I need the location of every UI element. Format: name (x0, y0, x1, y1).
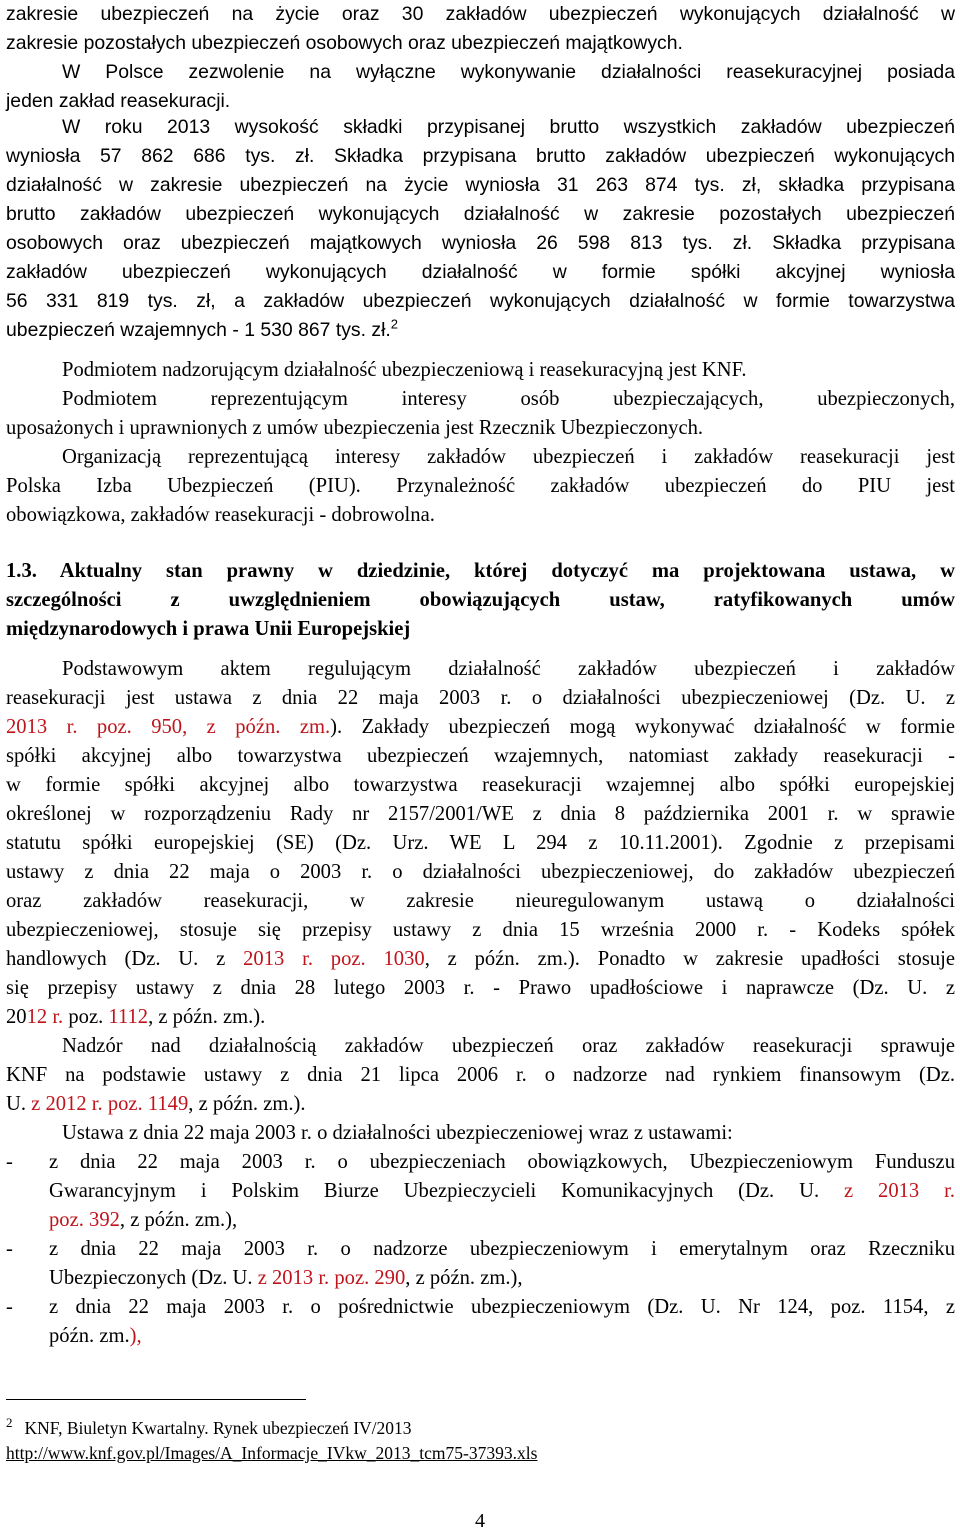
text-line: statutu spółki europejskiej (SE) (Dz. Urz. WE L 294 z 10.11.2001). Zgodnie z przepisami (6, 832, 955, 854)
text-line: z dnia 22 maja 2003 r. o ubezpieczeniach obowiązkowych, Ubezpieczeniowym Funduszu (49, 1151, 955, 1173)
text-line (49, 1264, 955, 1293)
legal-reference: z 2013 r. (844, 1180, 955, 1202)
text-span: poz. (63, 1006, 109, 1028)
premiums-paragraph (6, 113, 955, 345)
footnote-text-line (6, 1410, 537, 1441)
text-line: 56 331 819 tys. zł, a zakładów ubezpieczeń wykonujących działalność w formie towarzystwa (6, 290, 955, 312)
text-span: późn. zm. (49, 1325, 130, 1347)
footnote-text: KNF, Biuletyn Kwartalny. Rynek ubezpieczeń IV/2013 (24, 1417, 412, 1438)
text-line (6, 1090, 955, 1119)
text-line: jeden zakład reasekuracji. (6, 90, 231, 112)
footnote-link-line (6, 1441, 537, 1466)
list-dash: - (6, 1238, 13, 1260)
list-item (6, 1235, 955, 1293)
footnote-reference[interactable]: 2 (390, 316, 399, 332)
text-span: handlowych (Dz. U. z (6, 948, 244, 970)
text-line: zakresie ubezpieczeń na życie oraz 30 zakładów ubezpieczeń wykonujących działalność w (6, 3, 955, 25)
text-span: , z późn. zm.). (188, 1093, 306, 1115)
legal-reference: 2013 r. poz. 1030 (243, 948, 425, 970)
text-line: obowiązkowa, zakładów reasekuracji - dobrowolna. (6, 504, 435, 526)
text-line (49, 1206, 955, 1235)
legal-reference: 1112 (108, 1006, 149, 1028)
text-line: Nadzór nad działalnością zakładów ubezpieczeń oraz zakładów reasekuracji sprawuje (62, 1035, 955, 1057)
footnote (6, 1410, 537, 1466)
text-line (6, 1003, 955, 1032)
text-span: , z późn. zm.), (119, 1209, 238, 1231)
text-line: Podmiotem reprezentującym interesy osób ubezpieczających, ubezpieczonych, (62, 388, 955, 410)
text-line: Podstawowym aktem regulującym działalność zakładów ubezpieczeń i zakładów (62, 658, 955, 680)
list-dash: - (6, 1151, 13, 1173)
legal-reference: 2013 r. poz. 950, z późn. zm. (6, 716, 331, 738)
legal-paragraph (6, 655, 955, 1032)
footnote-mark: 2 (6, 1415, 13, 1430)
heading-line: międzynarodowych i prawa Unii Europejskiej (6, 618, 411, 640)
text-line (49, 1322, 955, 1351)
text-line (6, 316, 955, 345)
text-span: ubezpieczeń wzajemnych - 1 530 867 tys. zł. (6, 319, 391, 341)
text-span: ). Zakłady ubezpieczeń mogą wykonywać działalność w formie (330, 716, 956, 738)
text-line: w formie spółki akcyjnej albo towarzystwa reasekuracji wzajemnej albo spółki europejskiej (6, 774, 955, 796)
footnote-separator (6, 1399, 306, 1400)
legal-reference: z 2012 r. poz. 1149 (31, 1093, 189, 1115)
text-line: W roku 2013 wysokość składki przypisanej brutto wszystkich zakładów ubezpieczeń (62, 116, 955, 138)
text-span: Ubezpieczonych (Dz. U. (49, 1267, 258, 1289)
legal-reference: poz. 392 (49, 1209, 120, 1231)
text-line: uposażonych i uprawnionych z umów ubezpieczenia jest Rzecznik Ubezpieczonych. (6, 417, 704, 439)
text-line: ustawy z dnia 22 maja o 2003 r. o działalności ubezpieczeniowej, do zakładów ubezpieczeń (6, 861, 955, 883)
text-line: zakładów ubezpieczeń wykonujących działalność w formie spółki akcyjnej wyniosła (6, 261, 955, 283)
list-item (6, 1148, 955, 1235)
legal-reference: ), (129, 1325, 142, 1347)
page-number: 4 (475, 1510, 485, 1532)
text-line: osobowych oraz ubezpieczeń majątkowych wyniosła 26 598 813 tys. zł. Składka przypisana (6, 232, 955, 254)
list-intro: Ustawa z dnia 22 maja 2003 r. o działalności ubezpieczeniowej wraz z ustawami: (62, 1122, 733, 1144)
text-line: ubezpieczeniowej, stosuje się przepisy ustawy z dnia 15 września 2000 r. - Kodeks spółek (6, 919, 955, 941)
text-span: , z późn. zm.), (405, 1267, 523, 1289)
text-line: Polska Izba Ubezpieczeń (PIU). Przynależność zakładów ubezpieczeń do PIU jest (6, 475, 955, 497)
text-line: KNF na podstawie ustawy z dnia 21 lipca 2006 r. o nadzorze nad rynkiem finansowym (Dz. (6, 1064, 955, 1086)
section-heading (6, 557, 955, 644)
heading-line (6, 557, 955, 586)
footnote-link[interactable]: http://www.knf.gov.pl/Images/A_Informacje_IVkw_2013_tcm75-37393.xls (6, 1442, 538, 1463)
text-line: oraz zakładów reasekuracji, w zakresie nieuregulowanym ustawą o działalności (6, 890, 955, 912)
text-line: Podmiotem nadzorującym działalność ubezpieczeniową i reasekuracyjną jest KNF. (62, 359, 747, 381)
text-line (6, 945, 955, 974)
heading-line: szczególności z uwzględnieniem obowiązujących ustaw, ratyfikowanych umów (6, 589, 955, 611)
text-line: z dnia 22 maja 2003 r. o nadzorze ubezpieczeniowym i emerytalnym oraz Rzeczniku (49, 1238, 955, 1260)
list-item (6, 1293, 955, 1351)
text-line: z dnia 22 maja 2003 r. o pośrednictwie ubezpieczeniowym (Dz. U. Nr 124, poz. 1154, z (49, 1296, 955, 1318)
section-title: Aktualny stan prawny w dziedzinie, której dotyczyć ma projektowana ustawa, w (59, 560, 956, 582)
text-span: 20 (6, 1006, 27, 1028)
supervision-paragraph (6, 356, 955, 530)
text-line: określonej w rozporządzeniu Rady nr 2157/2001/WE z dnia 8 października 2001 r. w sprawie (6, 803, 955, 825)
legal-reference: 12 r. (26, 1006, 64, 1028)
text-line (6, 713, 955, 742)
text-line (49, 1177, 955, 1206)
intro-paragraph (6, 0, 955, 116)
acts-list (6, 1119, 955, 1351)
list-dash: - (6, 1296, 13, 1318)
text-span: , z późn. zm.). Ponadto w zakresie upadłości stosuje (424, 948, 955, 970)
text-span: , z późn. zm.). (148, 1006, 266, 1028)
legal-reference: z 2013 r. poz. 290 (257, 1267, 406, 1289)
text-line: się przepisy ustawy z dnia 28 lutego 2003 r. - Prawo upadłościowe i naprawcze (Dz. U. z (6, 977, 955, 999)
text-line: W Polsce zezwolenie na wyłączne wykonywanie działalności reasekuracyjnej posiada (62, 61, 955, 83)
text-line: brutto zakładów ubezpieczeń wykonujących działalność w zakresie pozostałych ubezpieczeń (6, 203, 955, 225)
section-number: 1.3. (6, 560, 37, 582)
text-line: wyniosła 57 862 686 tys. zł. Składka przypisana brutto zakładów ubezpieczeń wykonujących (6, 145, 955, 167)
text-line: działalność w zakresie ubezpieczeń na życie wyniosła 31 263 874 tys. zł, składka przypisana (6, 174, 955, 196)
text-line: Organizacją reprezentującą interesy zakładów ubezpieczeń i zakładów reasekuracji jest (62, 446, 955, 468)
text-span: Gwarancyjnym i Polskim Biurze Ubezpieczycieli Komunikacyjnych (Dz. U. (49, 1180, 845, 1202)
text-line: spółki akcyjnej albo towarzystwa ubezpieczeń wzajemnych, natomiast zakłady reasekuracji - (6, 745, 955, 767)
text-line: zakresie pozostałych ubezpieczeń osobowych oraz ubezpieczeń majątkowych. (6, 32, 683, 54)
text-span: U. (6, 1093, 32, 1115)
text-line: reasekuracji jest ustawa z dnia 22 maja 2003 r. o działalności ubezpieczeniowej (Dz. U. z (6, 687, 955, 709)
knf-paragraph (6, 1032, 955, 1119)
